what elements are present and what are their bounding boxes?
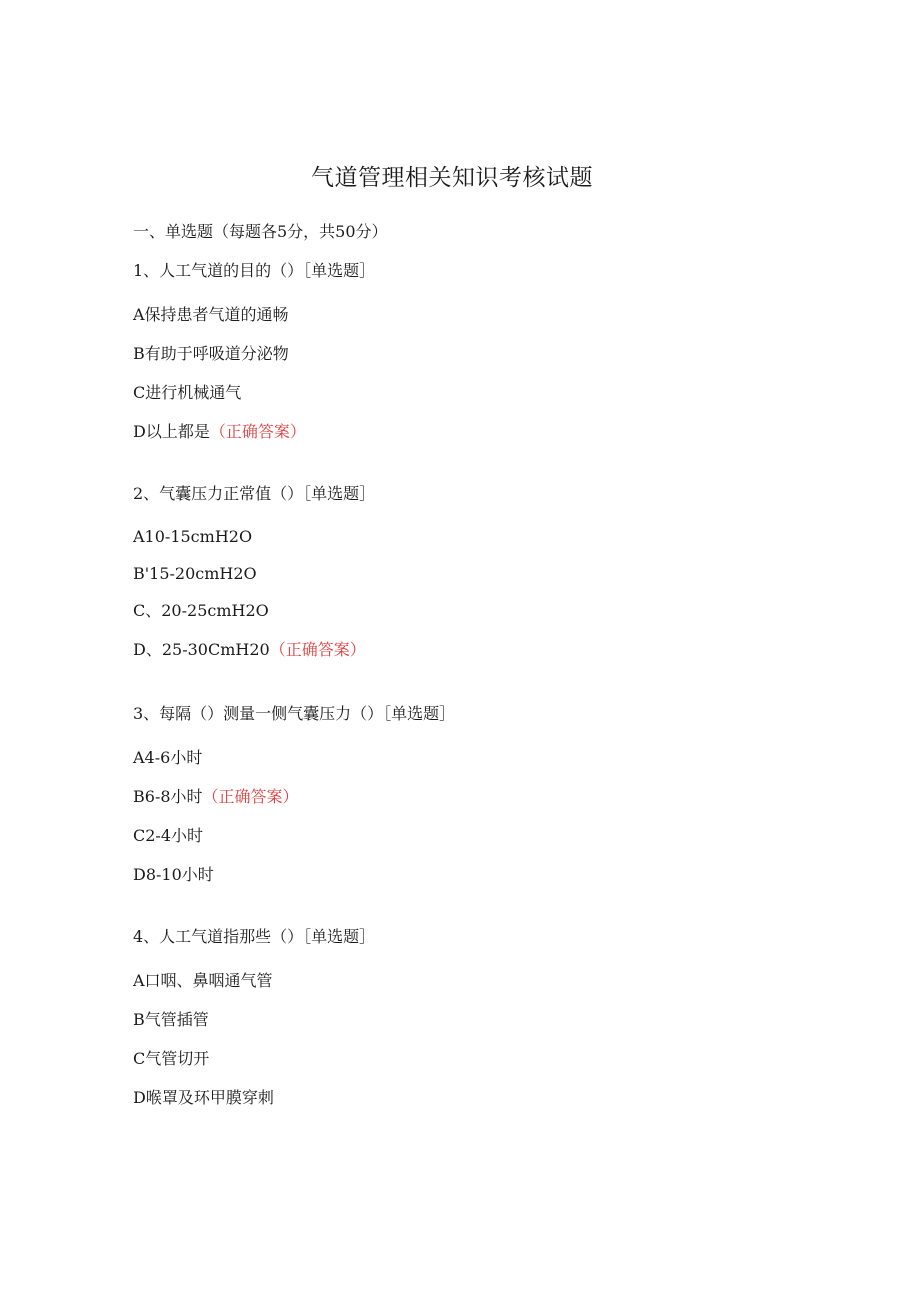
- question-4-option-c: [133, 1048, 209, 1070]
- option-text: C、20-25cmH2O: [133, 601, 269, 620]
- option-text: B6-8小时: [133, 787, 203, 806]
- option-text: D8-10小时: [133, 865, 214, 884]
- question-3-option-b: [133, 786, 299, 808]
- question-2-option-b: [133, 563, 257, 585]
- option-text: D喉罩及环甲膜穿刺: [133, 1088, 274, 1107]
- option-text: B'15-20cmH2O: [133, 564, 257, 583]
- question-2-stem: 2、气囊压力正常值（）［单选题］: [133, 484, 376, 503]
- document-title: 气道管理相关知识考核试题: [311, 165, 593, 191]
- correct-answer-mark: （正确答案）: [269, 640, 366, 659]
- option-text: A口咽、鼻咽通气管: [133, 971, 273, 990]
- question-2-option-c: [133, 600, 269, 622]
- option-text: C进行机械通气: [133, 383, 242, 402]
- option-text: D、25-30CmH20: [133, 640, 270, 659]
- correct-answer-mark: （正确答案）: [209, 422, 306, 441]
- option-text: B有助于呼吸道分泌物: [133, 344, 289, 363]
- question-3-stem: 3、每隔（）测量一侧气囊压力（）［单选题］: [133, 704, 456, 723]
- question-4-option-d: [133, 1087, 274, 1109]
- option-text: B气管插管: [133, 1010, 209, 1029]
- question-3-option-d: [133, 864, 214, 886]
- question-4-stem: 4、人工气道指那些（）［单选题］: [133, 927, 376, 946]
- section-heading: 一、单选题（每题各5分，共50分）: [133, 222, 388, 241]
- question-2-option-d: [133, 639, 366, 661]
- question-3-option-c: [133, 825, 203, 847]
- correct-answer-mark: （正确答案）: [202, 787, 299, 806]
- option-text: A保持患者气道的通畅: [133, 305, 289, 324]
- option-text: C2-4小时: [133, 826, 204, 845]
- question-1-option-a: [133, 304, 289, 326]
- question-1-option-b: [133, 343, 289, 365]
- question-1-option-c: [133, 382, 241, 404]
- question-4-option-b: [133, 1009, 209, 1031]
- option-text: A4-6小时: [133, 748, 203, 767]
- question-1-stem: 1、人工气道的目的（）［单选题］: [133, 261, 376, 280]
- option-text: D以上都是: [133, 422, 210, 441]
- question-1-option-d: [133, 421, 306, 443]
- question-2-option-a: [133, 526, 252, 548]
- question-3-option-a: [133, 747, 202, 769]
- question-4-option-a: [133, 970, 273, 992]
- option-text: A10-15cmH2O: [133, 527, 253, 546]
- option-text: C气管切开: [133, 1049, 210, 1068]
